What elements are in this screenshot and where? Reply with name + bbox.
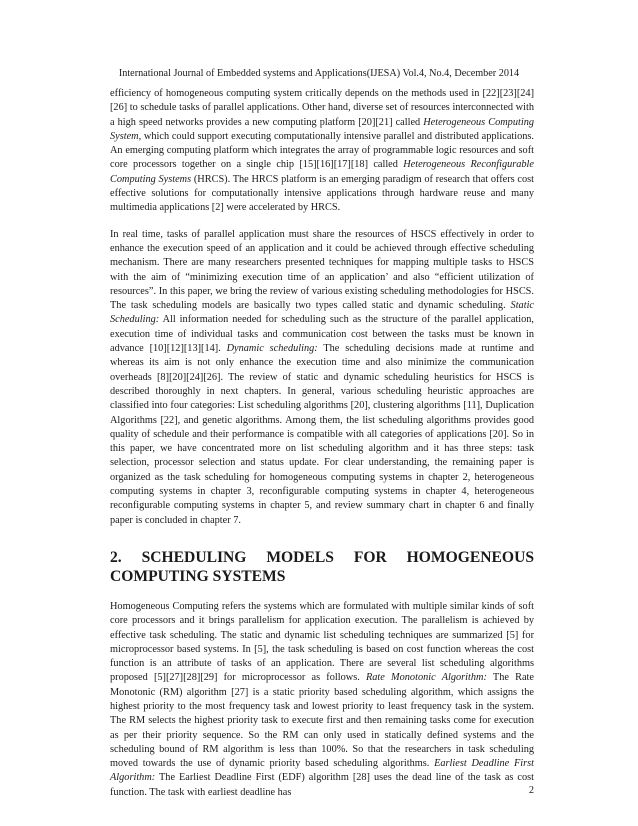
paragraph-scheduling-overview: In real time, tasks of parallel application must share the resources of HSCS effectively in order to enhance the execution speed of an application and it could be achieved through effective scheduling mechanism. There are many researchers presented techniques for mapping multiple tasks to HSCS with the aim of “minimizing execution time of an application’ and also “efficient utilization of resources”. In this paper, we bring the review of various existing scheduling methodologies for HSCS. The task scheduling models are basically two types called static and dynamic scheduling. Static Scheduling: All information needed for scheduling such as the structure of the parallel application, execution time of individual tasks and communication cost between the tasks must be known in advance [10][12][13][14]. Dynamic scheduling: The scheduling decisions made at runtime and whereas its aim is not only enhance the execution time and also minimize the communication overheads [8][20][24][26]. The review of static and dynamic scheduling heuristics for HSCS is described thoroughly in next chapters. In general, various scheduling heuristic approaches are classified into four categories: List scheduling algorithms [20], clustering algorithms [11], Duplication Algorithms [22], and genetic algorithms. Among them, the list scheduling algorithms provides good quality of schedule and their performance is compatible with all categories of applications [20]. So in this paper, we have concentrated more on list scheduling algorithm and it has three steps: task selection, processor selection and status update. For clear understanding, the remaining paper is organized as the task scheduling for homogeneous computing systems in chapter 2, heterogeneous computing systems in chapter 3, reconfigurable computing systems in chapter 4, heterogeneous reconfigurable computing systems in chapter 5, and review summary chart in chapter 6 and finally paper is concluded in chapter 7. <box>110 228 534 526</box>
term-rate-monotonic: Rate Monotonic Algorithm: <box>365 672 487 684</box>
article-body <box>110 87 534 800</box>
term-static-scheduling: Static Scheduling: <box>110 300 534 326</box>
term-heterogeneous-computing-system: Heterogeneous Computing System <box>110 116 534 142</box>
term-edf: Earliest Deadline First Algorithm: <box>110 758 534 784</box>
paragraph-homogeneous-computing: Homogeneous Computing refers the systems which are formulated with multiple similar kinds of soft core processors and it brings parallelism for application execution. The parallelism is achieved by effective task scheduling. The static and dynamic list scheduling techniques are summarized [5] for microprocessor based systems. In [5], the task scheduling is based on cost function whereas the cost function is an attribute of tasks of an application. There are several list scheduling algorithms proposed [5][27][28][29] for microprocessor as follows. Rate Monotonic Algorithm: The Rate Monotonic (RM) algorithm [27] is a static priority based scheduling algorithm, which assigns the highest priority to the most frequency task and lowest priority to least frequency task in the system. The RM selects the highest priority task to execute first and then remaining tasks come for execution as per their priority sequence. So the RM can only used in statically defined systems and the scheduling bound of RM algorithm is less than 100%. So that the researchers in task scheduling moved towards the use of dynamic priority based scheduling algorithms. Earliest Deadline First Algorithm: The Earliest Deadline First (EDF) algorithm [28] uses the dead line of the task as cost function. The task with earliest deadline has <box>110 600 534 798</box>
page-number: 2 <box>528 785 534 796</box>
running-header: International Journal of Embedded systems and Applications(IJESA) Vol.4, No.4, December 2014 <box>118 68 520 79</box>
section-heading-2: 2. SCHEDULING MODELS FOR HOMOGENEOUS COMPUTING SYSTEMS <box>110 548 534 585</box>
paragraph-resource-platforms: efficiency of homogeneous computing system critically depends on the methods used in [22][23][24][26] to schedule tasks of parallel applications. Other hand, diverse set of resources interconnected with a high speed networks provides a new computing platform [20][21] called Heterogeneous Computing System, which could support executing computationally intensive parallel and distributed applications. An emerging computing platform which integrates the array of programmable logic resources and soft core processors together on a single chip [15][16][17][18] called Heterogeneous Reconfigurable Computing Systems (HRCS). The HRCS platform is an emerging paradigm of research that offers cost effective solutions for computationally intensive applications through hardware reuse and many multimedia applications [2] were accelerated by HRCS. <box>110 88 534 214</box>
term-hrcs: Heterogeneous Reconfigurable Computing Systems <box>110 159 534 185</box>
term-dynamic-scheduling: Dynamic scheduling: <box>226 343 318 355</box>
